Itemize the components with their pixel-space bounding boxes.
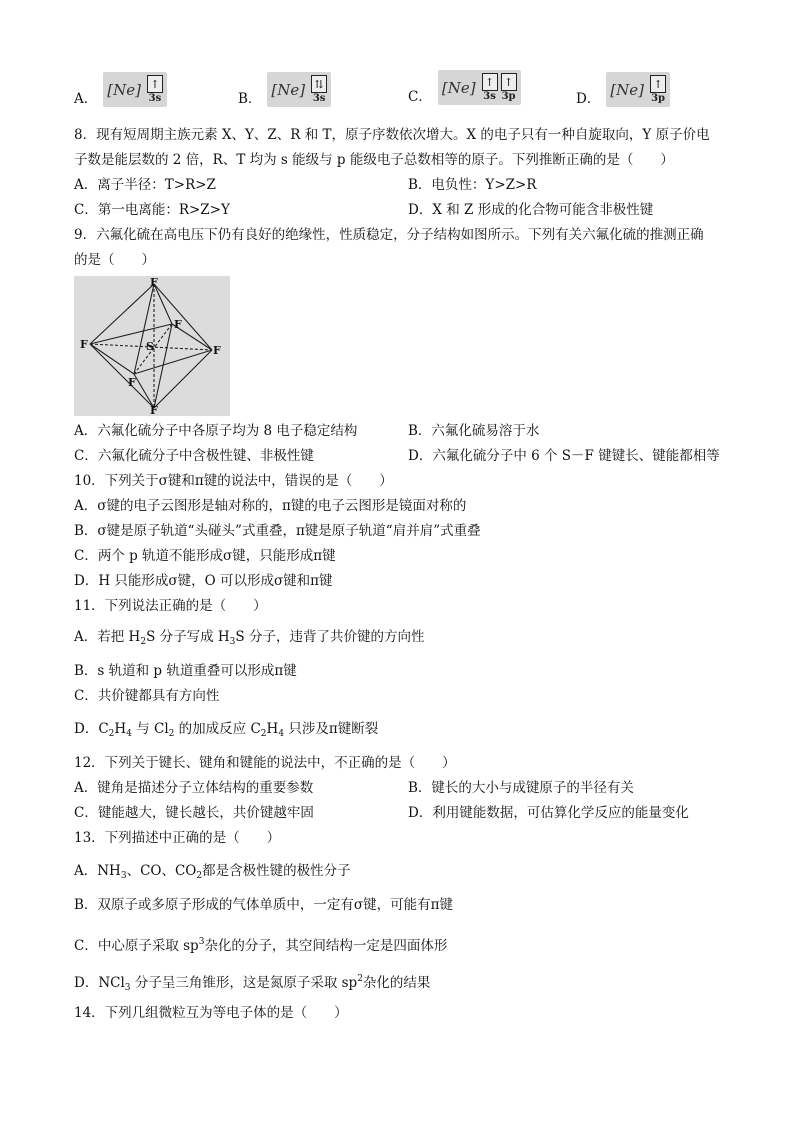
orbital-caption: 3s	[483, 91, 496, 102]
fluorine-back-label: F	[174, 318, 182, 331]
subscript: 2	[168, 729, 175, 739]
subscript: 3	[120, 871, 127, 881]
q9-option-d: D．六氟化硫分子中 6 个 S－F 键键长、键能都相等	[408, 448, 720, 464]
q7-option-b	[238, 72, 331, 107]
subscript: 2	[108, 729, 115, 739]
orbital-box: ↑	[501, 73, 517, 91]
subscript: 2	[140, 637, 147, 647]
text: H	[266, 721, 279, 737]
text: C．中心原子采取 sp	[74, 938, 199, 954]
q9-stem-line1: 9．六氟化硫在高电压下仍有良好的绝缘性，性质稳定，分子结构如图所示。下列有关六氟化硫的推测正确	[74, 227, 704, 243]
text: 只涉及π键断裂	[284, 721, 379, 737]
orbital-caption: 3p	[651, 93, 666, 104]
text: 、CO、CO	[126, 863, 197, 879]
subscript: 4	[278, 729, 285, 739]
q11-option-d	[74, 720, 378, 743]
q12-option-d: D．利用键能数据，可估算化学反应的能量变化	[408, 805, 689, 821]
q7-option-b-label: B．	[238, 91, 262, 107]
q12-option-a: A．键角是描述分子立体结构的重要参数	[74, 780, 314, 796]
q11-option-c: C．共价键都具有方向性	[74, 688, 220, 704]
text: A．若把 H	[74, 629, 141, 645]
core-config: [Ne]	[271, 80, 306, 99]
q8-option-c: C．第一电离能：R>Z>Y	[74, 202, 230, 218]
orbital-caption: 3s	[312, 93, 326, 104]
q13-option-c	[74, 933, 447, 955]
text: S 分子，违背了共价键的方向性	[235, 629, 425, 645]
fluorine-bottom-label: F	[150, 404, 158, 416]
q10-option-d: D．H 只能形成σ键，O 可以形成σ键和π键	[74, 573, 333, 589]
text: A．NH	[74, 863, 121, 879]
orbital-box: ⇅	[311, 75, 327, 93]
q9-stem-line2: 的是（ ）	[74, 252, 155, 268]
orbital-box: ↑	[147, 75, 163, 93]
q7-option-c-label: C．	[408, 89, 432, 105]
superscript: 2	[357, 974, 363, 984]
q10-stem: 10．下列关于σ键和π键的说法中，错误的是（ ）	[74, 473, 393, 489]
orbital-caption: 3s	[148, 93, 162, 104]
subscript: 2	[260, 729, 267, 739]
q9-option-a: A．六氟化硫分子中各原子均为 8 电子稳定结构	[74, 423, 358, 439]
q13-option-b: B．双原子或多原子形成的气体单质中，一定有σ键，可能有π键	[74, 897, 454, 913]
fluorine-right-label: F	[213, 344, 221, 357]
q7-option-a-label: A．	[74, 91, 98, 107]
q8-option-b: B．电负性：Y>Z>R	[408, 177, 537, 193]
text: D．NCl	[74, 975, 125, 991]
q12-stem: 12．下列关于键长、键角和键能的说法中，不正确的是（ ）	[74, 755, 456, 771]
q7-option-c	[408, 70, 521, 105]
q13-option-d	[74, 970, 430, 997]
orbital-caption: 3p	[501, 91, 516, 102]
q8-stem-line1: 8．现有短周期主族元素 X、Y、Z、R 和 T，原子序数依次增大。X 的电子只有一种自旋取向，Y 原子价电	[74, 127, 710, 143]
sf6-structure-figure	[74, 276, 230, 416]
text: H	[114, 721, 127, 737]
q7-option-d	[576, 72, 670, 107]
orbital-diagram	[103, 72, 167, 107]
text: 杂化的分子，其空间结构一定是四面体形	[204, 938, 448, 954]
text: D．C	[74, 721, 109, 737]
subscript: 4	[126, 729, 132, 739]
superscript: 3	[198, 937, 205, 947]
q11-option-b: B．s 轨道和 p 轨道重叠可以形成π键	[74, 663, 297, 679]
q10-option-b: B．σ键是原子轨道“头碰头”式重叠，π键是原子轨道“肩并肩”式重叠	[74, 523, 481, 539]
orbital-box: ↑	[650, 75, 666, 93]
orbital-diagram	[267, 72, 331, 107]
q7-option-d-label: D．	[576, 91, 601, 107]
fluorine-front-label: F	[128, 376, 136, 389]
q10-option-a: A．σ键的电子云图形是轴对称的，π键的电子云图形是镜面对称的	[74, 498, 467, 514]
q13-option-a	[74, 862, 351, 885]
q9-option-c: C．六氟化硫分子中含极性键、非极性键	[74, 448, 314, 464]
subscript: 3	[124, 983, 131, 993]
orbital-box: ↑	[482, 73, 498, 91]
text: 分子呈三角锥形，这是氮原子采取 sp	[130, 975, 358, 991]
orbital-diagram	[606, 72, 670, 107]
sf6-octahedron-diagram	[74, 276, 230, 416]
core-config: [Ne]	[610, 80, 645, 99]
subscript: 2	[196, 871, 203, 881]
q8-stem-line2: 子数是能层数的 2 倍，R、T 均为 s 能级与 p 能级电子总数相等的原子。下列推断正确的是（ ）	[74, 152, 674, 168]
sulfur-label: S	[146, 340, 154, 353]
q14-stem: 14．下列几组微粒互为等电子体的是（ ）	[74, 1005, 348, 1021]
q11-stem: 11．下列说法正确的是（ ）	[74, 598, 267, 614]
q9-option-b: B．六氟化硫易溶于水	[408, 423, 540, 439]
q13-stem: 13．下列描述中正确的是（ ）	[74, 830, 281, 846]
text: 与 Cl	[131, 721, 169, 737]
core-config: [Ne]	[107, 80, 141, 99]
q8-option-a: A．离子半径：T>R>Z	[74, 177, 216, 193]
q12-option-b: B．键长的大小与成键原子的半径有关	[408, 780, 634, 796]
text: 的加成反应 C	[174, 721, 261, 737]
subscript: 3	[229, 637, 236, 647]
q10-option-c: C．两个 p 轨道不能形成σ键，只能形成π键	[74, 548, 336, 564]
q12-option-c: C．键能越大，键长越长，共价键越牢固	[74, 805, 314, 821]
q11-option-a	[74, 628, 424, 651]
core-config: [Ne]	[441, 78, 476, 97]
fluorine-left-label: F	[80, 338, 88, 351]
q8-option-d: D．X 和 Z 形成的化合物可能含非极性键	[408, 202, 654, 218]
text: S 分子写成 H	[146, 629, 230, 645]
q7-option-a	[74, 72, 167, 107]
text: 杂化的结果	[362, 975, 431, 991]
fluorine-top-label: F	[150, 276, 158, 289]
text: 都是含极性键的极性分子	[202, 863, 351, 879]
orbital-diagram	[438, 70, 521, 105]
